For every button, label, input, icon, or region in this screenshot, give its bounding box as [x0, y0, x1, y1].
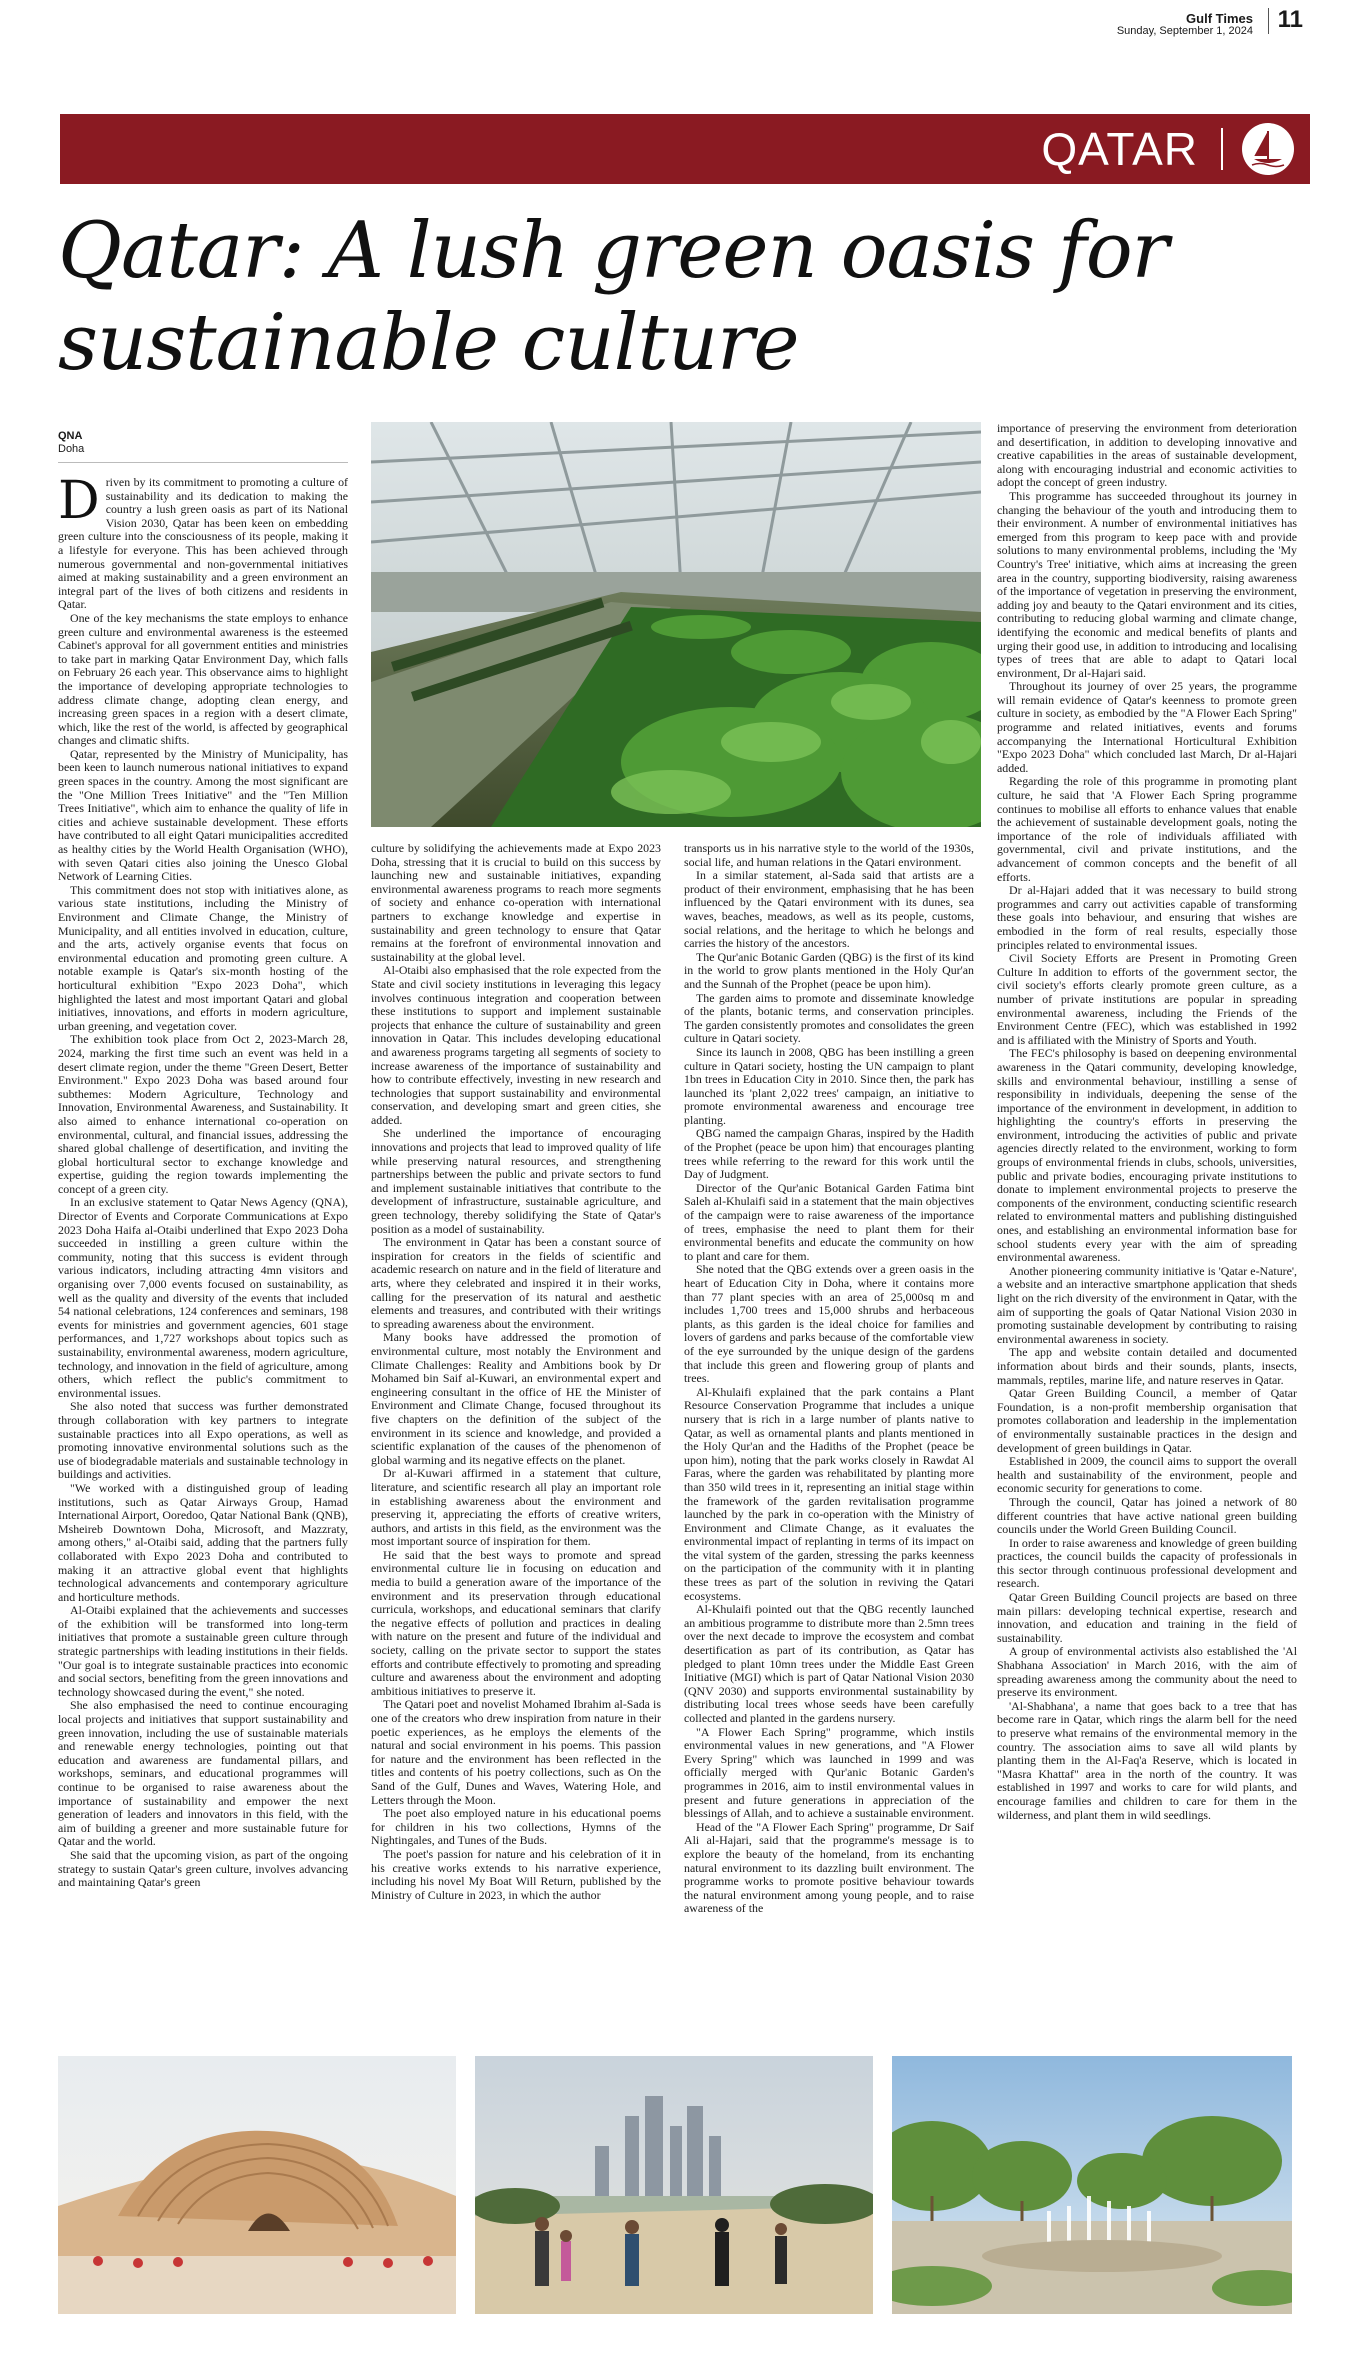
article-headline: Qatar: A lush green oasis for sustainable culture	[58, 206, 1168, 388]
botanic-garden-photo	[892, 2056, 1292, 2314]
article-paragraph: One of the key mechanisms the state employs to enhance green culture and environmental awareness is the esteemed Cabinet's approval for all government entities and ministries to take part in marking Qatar Environment Day, which falls on February 26 each year. This observance aims to highlight the importance of developing appropriate technologies to address climate change, adopting clean energy, and increasing green spaces in a region with a desert climate, which, like the rest of the world, is affected by geographical changes and climatic shifts.	[58, 610, 348, 748]
park-visitors-photo	[475, 2056, 873, 2314]
article-paragraph: Through the council, Qatar has joined a network of 80 different countries that have active national green building councils under the World Green Building Council.	[997, 1494, 1297, 1537]
article-paragraph: The poet also employed nature in his educational poems for children in his two collections, Hymns of the Nightingales, and Tunes of the Buds.	[371, 1806, 661, 1848]
article-paragraph: The app and website contain detailed and documented information about birds and their sounds, plants, insects, mammals, reptiles, marine life, and nature reserves in Qatar.	[997, 1345, 1297, 1387]
article-paragraph: He said that the best ways to promote and spread environmental culture lie in focusing on education and media to build a generation aware of the importance of the environment and its preservation through educational curricula, workshops, and educational seminars that clarify the negative effects of pollution and practices in dealing with nature on the present and future of the individual and society, calling on the private sector to support the states efforts and contribute effectively to promoting and spreading culture and awareness about the environment and adopting ambitious initiatives to preserve it.	[371, 1547, 661, 1698]
article-paragraph: The Qatari poet and novelist Mohamed Ibrahim al-Sada is one of the creators who drew inspiration from nature in their poetic experiences, as he employs the elements of the natural and social environment in his poems. This passion for nature and the environment has been reflected in the titles and contents of his poetry collections, such as On the Sand of the Gulf, Dunes and Waves, Watering Hole, and Letters through the Moon.	[371, 1697, 661, 1807]
article-paragraph: In order to raise awareness and knowledge of green building practices, the council builds the capacity of professionals in this sector through continuous professional development and research.	[997, 1535, 1297, 1591]
masthead-divider	[1268, 8, 1269, 34]
article-column-3	[684, 842, 974, 2040]
article-paragraph: Since its launch in 2008, QBG has been instilling a green culture in Qatari society, hosting the UN campaign to plant 1bn trees in Education City in 2010. Since then, the park has launched its 'plant 2,022 trees' campaign, an initiative to promote environmental awareness and encourage tree planting.	[684, 1044, 974, 1127]
article-paragraph: The FEC's philosophy is based on deepening environmental awareness in the Qatari community, developing knowledge, skills and environmental behaviour, instilling a sense of responsibility in individuals, deepening the sense of the importance of the environment in development, in addition to highlighting the country's efforts in preserving the environment, introducing the activities of public and private agencies directly related to the environment, working to form groups of environmental friends in clubs, schools, universities, public and private bodies, encouraging private institutions to donate to implement environmental projects to preserve the components of the environment, conducting scientific research related to environmental matters and publishing distinguished ones, and establishing an environmental information base for school students every year with the aim of spreading environmental awareness.	[997, 1046, 1297, 1265]
article-paragraph: Qatar Green Building Council projects are based on three main pillars: developing technical expertise, research and innovation, and education and training in the field of sustainability.	[997, 1590, 1297, 1645]
article-paragraph: A group of environmental activists also established the 'Al Shabhana Association' in March 2016, with the aim of spreading awareness among the community about the need to preserve its environment.	[997, 1644, 1297, 1700]
article-paragraph: Al-Otaibi also emphasised that the role expected from the State and civil society institutions in leveraging this legacy involves continuous integration and cooperation between these institutions to support and implement sustainable projects that enhance the culture of sustainability and green innovation in Qatar. This includes developing educational and awareness programs targeting all segments of society to increase awareness of the importance of sustainability and how to contribute effectively, investing in new research and technologies that support sustainability and environmental conservation, and developing smart and green cities, she added.	[371, 963, 661, 1127]
article-paragraph: The Qur'anic Botanic Garden (QBG) is the first of its kind in the world to grow plants mentioned in the Holy Qur'an and the Sunnah of the Prophet (peace be upon him).	[684, 949, 974, 991]
article-paragraph: This programme has succeeded throughout its journey in changing the behaviour of the youth and introducing them to their environment. A number of environmental initiatives has emerged from this program to keep pace with and provide solutions to many environmental problems, including the 'My Country's Tree' initiative, which aims at increasing the green area in the country, supporting biodiversity, raising awareness of the importance of vegetation in preserving the environment, adding joy and beauty to the Qatari environment and its cities, contributing to reducing global warming and climate change, identifying the economic and medical benefits of plants and urging their good use, in addition to introducing and localising types of trees that are able to adapt to Qatari local environment, Dr al-Hajari said.	[997, 488, 1297, 680]
byline	[58, 430, 348, 456]
article-column-1	[58, 476, 348, 2041]
article-paragraph: QBG named the campaign Gharas, inspired by the Hadith of the Prophet (peace be upon him) that encourages planting trees while referring to the reward for this work until the Day of Judgment.	[684, 1126, 974, 1182]
publication-name: Gulf Times	[1186, 11, 1253, 26]
lead-paragraph	[58, 476, 348, 612]
article-paragraph: She said that the upcoming vision, as part of the ongoing strategy to sustain Qatar's green culture, involves advancing and maintaining Qatar's green	[58, 1847, 348, 1890]
section-bar	[60, 114, 1310, 184]
article-paragraph: This commitment does not stop with initiatives alone, as various state institutions, including the Ministry of Environment and Climate Change, the Ministry of Municipality, and all entities involved in education, culture, and the arts, actively organise events that focus on environmental education and promoting green culture. A notable example is Qatar's six-month hosting of the horticultural exhibition "Expo 2023 Doha", which highlighted the latest and most important Qatari and global initiatives, innovations, and efforts in modern agriculture, urban greening, and vegetation cover.	[58, 882, 348, 1033]
article-paragraph: Al-Khulaifi explained that the park contains a Plant Resource Conservation Programme that includes a unique nursery that is rich in a large number of plants native to Qatar, as well as ornamental plants and plants mentioned in the Holy Qur'an and the Hadiths of the Prophet (peace be upon him), noting that the park works closely in Rawdat Al Faras, where the garden was rehabilitated by planting more than 350 wild trees in it, representing an initial stage within the framework of the garden revitalisation programme launched by the park in co-operation with the Ministry of Environment and Climate Change, as it evaluates the environmental impact of replanting in terms of its impact on the vital system of the garden, stressing the parks keenness on the participation of the community with it in planting these trees as part of the solution in reviving the Qatari ecosystems.	[684, 1384, 974, 1603]
byline-agency: QNA	[58, 430, 83, 442]
masthead	[0, 0, 1351, 112]
article-paragraph: Regarding the role of this programme in promoting plant culture, he said that 'A Flower Each Spring programme continues to mobilise all efforts to enhance values that enable the achievement of sustainable development goals, noting the importance of the role of individuals affiliated with governmental, civil and private institutions, and the advancement of common concepts and the benefit of all efforts.	[997, 774, 1297, 884]
article-paragraph: Dr al-Hajari added that it was necessary to build strong programmes and carry out activities capable of transforming these goals into behaviour, and ensuring that wishes are embodied in the form of real results, especially those principles related to environmental issues.	[997, 883, 1297, 952]
article-paragraph: In an exclusive statement to Qatar News Agency (QNA), Director of Events and Corporate Communications at Expo 2023 Doha Haifa al-Otaibi underlined that Expo 2023 Doha succeeded in instilling a green culture within the community, noting that this success is evident through various indicators, including attracting 4mn visitors and organising over 7,000 events focused on sustainability, as well as the quality and diversity of the events that included 54 national celebrations, 124 conferences and seminars, 198 events for ministries and government agencies, 601 stage performances, and 1,727 workshops about topics such as sustainability, environmental awareness, modern agriculture, technology, and innovation in the field of agriculture, among others, which reflect the public's commitment to environmental issues.	[58, 1195, 348, 1400]
drop-cap: D	[58, 476, 100, 531]
section-divider	[1221, 128, 1223, 170]
article-paragraph: importance of preserving the environment from deterioration and desertification, in addition to developing innovative and creative capabilities in the areas of sustainable development, along with encouraging industrial and economic activities to adopt the concept of green industry.	[997, 422, 1297, 490]
publication-info	[1117, 12, 1253, 38]
expo-pavilion-photo	[58, 2056, 456, 2314]
article-paragraph: Al-Khulaifi pointed out that the QBG recently launched an ambitious programme to distribute more than 2.5mn trees over the next decade to improve the ecosystem and combat desertification as part of its contribution, as Qatar has pledged to plant 10mn trees under the Middle East Green Initiative (MGI) which is part of Qatar National Vision 2030 (QNV 2030) and supports environmental sustainability by distributing local trees whose seeds have been carefully collected and planted in the gardens nursery.	[684, 1602, 974, 1725]
byline-rule	[58, 462, 348, 463]
article-paragraph: Qatar Green Building Council, a member of Qatar Foundation, is a non-profit membership organisation that promotes collaboration and leadership in the implementation of environmentally sustainable practices in the design and development of green buildings in Qatar.	[997, 1386, 1297, 1455]
article-paragraph: The garden aims to promote and disseminate knowledge of the plants, botanic terms, and conservation principles. The garden consistently promotes and consolidates the green culture in Qatari society.	[684, 990, 974, 1046]
issue-date: Sunday, September 1, 2024	[1116, 25, 1253, 37]
article-paragraph: culture by solidifying the achievements made at Expo 2023 Doha, stressing that it is crucial to build on this success by launching new and sustainable initiatives, expanding environmental awareness programs to reach more segments of society and enhance co-operation with international partners to exchange knowledge and expertise in sustainability and green technology to ensure that Qatar remains at the forefront of environmental innovation and sustainability at the global level.	[371, 842, 661, 964]
greenhouse-photo	[371, 422, 981, 827]
article-paragraph: 'Al-Shabhana', a name that goes back to a tree that has become rare in Qatar, which rings the alarm bell for the need to preserve what remains of the environmental memory in the country. The association aims to save all wild plants by planting them in the Al-Faq'a Reserve, which is located in "Masra Khattaf" area in the north of the country. It was established in 1997 and works to care for wild plants, and encourage families and children to care for them in the wilderness, and plant them in wild seedlings.	[997, 1698, 1297, 1822]
page-number: 11	[1277, 6, 1303, 33]
article-paragraph: Al-Otaibi explained that the achievements and successes of the exhibition will be transformed into long-term initiatives that promote a sustainable green culture through strategic partnerships with leading institutions in their fields. "Our goal is to integrate sustainable practices into economic and social sectors, benefiting from the green innovations and technology showcased during the event," she noted.	[58, 1603, 348, 1699]
byline-dateline: Doha	[58, 443, 85, 455]
article-paragraph: Established in 2009, the council aims to support the overall health and sustainability of the environment, people and economic security for generations to come.	[997, 1454, 1297, 1496]
article-paragraph: Many books have addressed the promotion of environmental culture, most notably the Environment and Climate Challenges: Reality and Ambitions book by Dr Mohamed bin Saif al-Kuwari, an environmental expert and engineering consultant in the office of HE the Minister of Environment and Climate Change, focused throughout its five chapters on the definition of the subject of the environment in its science and knowledge, and provided a scientific explanation of the causes of the phenomenon of global warming and its negative effects on the planet.	[371, 1330, 661, 1467]
article-paragraph: The exhibition took place from Oct 2, 2023-March 28, 2024, marking the first time such an event was held in a desert climate region, under the theme "Green Desert, Better Environment." Expo 2023 Doha was based around four subthemes: Modern Agriculture, Technology and Innovation, Environmental Awareness, and Sustainability. It also aimed to enhance international co-operation on environmental, cultural, and financial issues, addressing the shared global challenge of desertification, and inviting the global horticultural sector to exchange knowledge and expertise, guiding the region towards implementing the concept of a green city.	[58, 1032, 348, 1196]
article-paragraph: Director of the Qur'anic Botanical Garden Fatima bint Saleh al-Khulaifi said in a statement that the main objectives of the campaign were to raise awareness of the importance of trees, emphasise the need to plant them for their environmental benefits and educate the community on how to plant and care for them.	[684, 1180, 974, 1263]
article-paragraph: Head of the "A Flower Each Spring" programme, Dr Saif Ali al-Hajari, said that the programme's message is to explore the beauty of the homeland, from its enchanting natural environment to its dazzling built environment. The programme works to promote positive behaviour towards the natural environment among young people, and to raise awareness of the	[684, 1819, 974, 1916]
article-paragraph: In a similar statement, al-Sada said that artists are a product of their environment, emphasising that he has been influenced by the Qatari environment with its dunes, sea waves, beaches, meadows, as well as its people, customs, social relations, and the heritage to which he belongs and carries the history of the ancestors.	[684, 868, 974, 951]
article-paragraph: She noted that the QBG extends over a green oasis in the heart of Education City in Doha, where it contains more than 77 plant species with an area of 25,000sq m and includes 1,700 trees and 15,000 shrubs and herbaceous plants, as this garden is the ideal choice for families and lovers of gardens and parks because of the comfortable view of the eye surrounded by the unique design of the gardens that include this green and flowering group of plants and trees.	[684, 1262, 974, 1386]
article-paragraph: "A Flower Each Spring" programme, which instils environmental values in new generations, and "A Flower Every Spring" which was launched in 1999 and was officially merged with Qur'anic Botanic Garden's programmes in 2016, aim to instil environmental values in present and future generations in appreciation of the blessings of Allah, and to achieve a sustainable environment.	[684, 1724, 974, 1821]
article-paragraph: She also emphasised the need to continue encouraging local projects and initiatives that support sustainability and green innovation, including the use of sustainable materials and renewable energy technologies, pointing out that education and awareness are fundamental pillars, and workshops, seminars, and educational programmes will continue to be organised to raise awareness about the importance of sustainability and empower the next generation of leaders and innovators in this field, with the aim of building a greener and more sustainable future for Qatar and the world.	[58, 1698, 348, 1849]
article-paragraph: "We worked with a distinguished group of leading institutions, such as Qatar Airways Group, Hamad International Airport, Ooredoo, Qatar National Bank (QNB), Msheireb Downtown Doha, Microsoft, and Mazzraty, among others," al-Otaibi said, adding that the partners fully collaborated with Expo 2023 Doha and contributed to making it an attractive global event that highlights technological advancements and contemporary agriculture and horticulture methods.	[58, 1480, 348, 1604]
article-paragraph: The environment in Qatar has been a constant source of inspiration for creators in the fields of scientific and academic research on nature and in the field of literature and arts, where they celebrated and inspired it in their works, calling for the preservation of its natural and aesthetic elements and treasures, and contributed with their writings to spreading awareness about the environment.	[371, 1235, 661, 1331]
article-paragraph: Civil Society Efforts are Present in Promoting Green Culture In addition to efforts of the government sector, the civil society's efforts clearly promote green culture, as a number of private institutions are popular in spreading environmental awareness, including the Friends of the Environment Centre (FEC), which was established in 1992 and is affiliated with the Ministry of Sports and Youth.	[997, 951, 1297, 1047]
article-paragraph: She underlined the importance of encouraging innovations and projects that lead to improved quality of life while preserving natural resources, and strengthening partnerships between the public and private sectors to fund and implement sustainable initiatives that contribute to the development of infrastructure, sustainable agriculture, and green technology, thereby solidifying the State of Qatar's position as a model of sustainability.	[371, 1126, 661, 1236]
article-column-4	[997, 422, 1297, 2042]
article-paragraph: Throughout its journey of over 25 years, the programme will remain evidence of Qatar's keenness to promote green culture in society, as embodied by the "A Flower Each Spring" programme and related initiatives, events and forums accompanying the International Horticultural Exhibition "Expo 2023 Doha" which concluded last March, Dr al-Hajari added.	[997, 679, 1297, 775]
article-paragraph: Qatar, represented by the Ministry of Municipality, has been keen to launch numerous national initiatives to expand green spaces in the country. Among the most significant are the "One Million Trees Initiative" and the "Ten Million Trees Initiative", which aim to enhance the quality of life in cities and achieve sustainable development. These efforts have contributed to all eight Qatari municipalities accredited as healthy cities by the World Health Organisation (WHO), with seven Qatari cities also joining the Unesco Global Network of Learning Cities.	[58, 746, 348, 884]
section-title: QATAR	[1041, 123, 1198, 175]
article-paragraph: transports us in his narrative style to the world of the 1930s, social life, and human relations in the Qatari environment.	[684, 842, 974, 869]
lead-paragraph-text: riven by its commitment to promoting a culture of sustainability and its dedication to making the country a lush green oasis as part of its National Vision 2030, Qatar has been keen on embedding green culture into the consciousness of its people, making it a lifestyle for everyone. This has been achieved through numerous governmental and non-governmental initiatives aimed at making sustainability and a green environment an integral part of the lives of both citizens and residents in Qatar.	[58, 476, 348, 612]
article-paragraph: The poet's passion for nature and his celebration of it in his creative works extends to his narrative experience, including his novel My Boat Will Return, published by the Ministry of Culture in 2023, in which the author	[371, 1846, 661, 1902]
article-paragraph: Another pioneering community initiative is 'Qatar e-Nature', a website and an interactive smartphone application that sheds light on the rich diversity of the environment in Qatar, with the aim of supporting the goals of Qatar National Vision 2030 in promoting sustainable development by contributing to raising environmental awareness in society.	[997, 1263, 1297, 1346]
article-column-2	[371, 842, 661, 2040]
article-paragraph: Dr al-Kuwari affirmed in a statement that culture, literature, and scientific research all play an important role in establishing awareness about the environment and preserving it, appreciating the efforts of creative writers, authors, and artists in this field, as the environment was the most important source of inspiration for them.	[371, 1466, 661, 1549]
article-paragraph: She also noted that success was further demonstrated through collaboration with key partners to integrate sustainable practices into all Expo operations, as well as promoting innovative environmental solutions such as the use of biodegradable materials and sustainable technology in buildings and activities.	[58, 1399, 348, 1482]
dhow-emblem-icon	[1240, 121, 1296, 177]
